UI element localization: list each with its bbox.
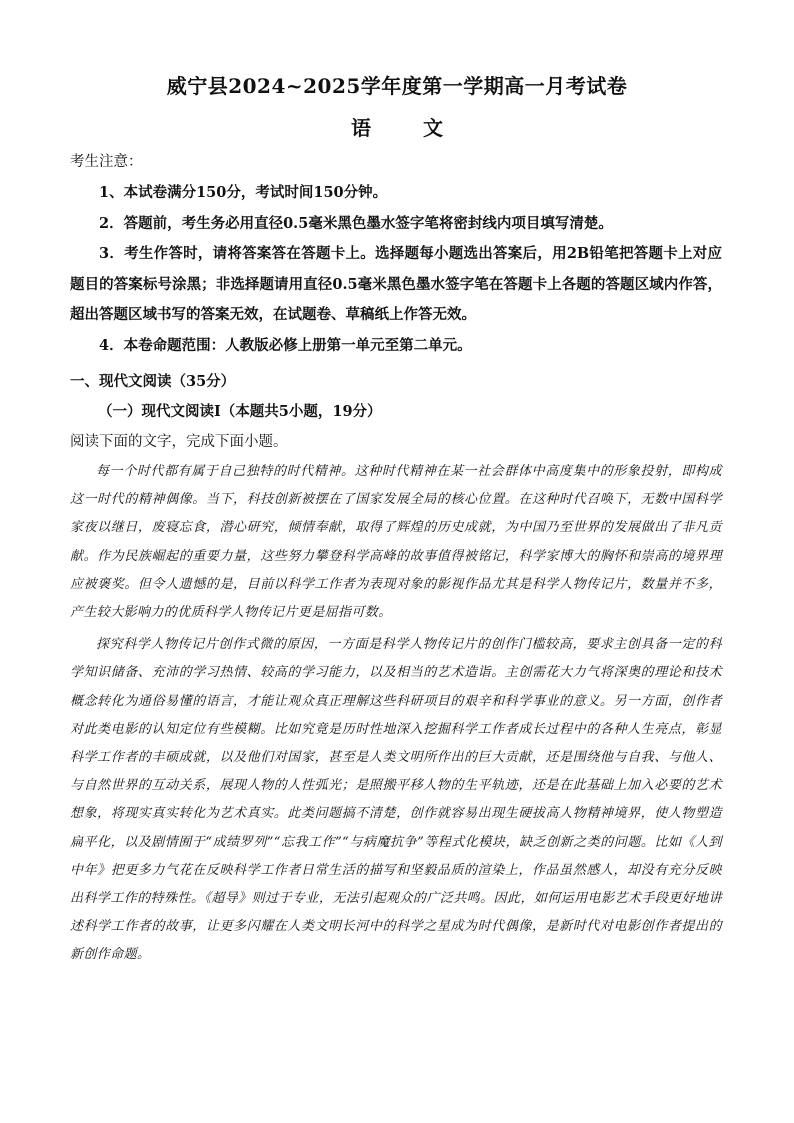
notice-item: 4．本卷命题范围：人教版必修上册第一单元至第二单元。 — [99, 336, 472, 354]
subject-char-2: 文 — [423, 116, 443, 140]
notice-list — [70, 178, 722, 361]
notice-item: 3．考生作答时，请将答案答在答题卡上。选择题每小题选出答案后，用2B铅笔把答题卡上对应题目的答案标号涂黑；非选择题请用直径0.5毫米黑色墨水签字笔在答题卡上各题的答题区域内作答，超出答题区域书写的答案无效，在试题卷、草稿纸上作答无效。 — [70, 245, 722, 323]
exam-title: 威宁县2024~2025学年度第一学期高一月考试卷 — [166, 74, 628, 98]
section-heading: 一、现代文阅读（35分） — [70, 373, 236, 390]
reading-passage — [70, 458, 722, 970]
reading-instruction: 阅读下面的文字，完成下面小题。 — [70, 434, 288, 450]
passage-paragraph: 每一个时代都有属于自己独特的时代精神。这种时代精神在某一社会群体中高度集中的形象投射，即构成这一时代的精神偶像。当下，科技创新被摆在了国家发展全局的核心位置。在这种时代召唤下，无数中国科学家夜以继日，废寝忘食，潜心研究，倾情奉献，取得了辉煌的历史成就，为中国乃至世界的发展做出了非凡贡献。作为民族崛起的重要力量，这些努力攀登科学高峰的故事值得被铭记，科学家博大的胸怀和崇高的境界理应被褒奖。但令人遗憾的是，目前以科学工作者为表现对象的影视作品尤其是科学人物传记片，数量并不多，产生较大影响力的优质科学人物传记片更是屈指可数。 — [70, 464, 722, 621]
subject-char-1: 语 — [351, 116, 371, 140]
notice-item: 2．答题前，考生务必用直径0.5毫米黑色墨水签字笔将密封线内项目填写清楚。 — [99, 214, 613, 232]
notice-heading: 考生注意： — [70, 154, 143, 170]
subject-title — [0, 112, 794, 141]
subsection-heading: （一）现代文阅读Ⅰ（本题共5小题，19分） — [98, 403, 382, 420]
notice-item: 1、本试卷满分150分，考试时间150分钟。 — [99, 184, 388, 201]
passage-paragraph: 探究科学人物传记片创作式微的原因，一方面是科学人物传记片的创作门槛较高，要求主创具备一定的科学知识储备、充沛的学习热情、较高的学习能力，以及相当的艺术造诣。主创需花大力气将深奥的理论和技术概念转化为通俗易懂的语言，才能让观众真正理解这些科研项目的艰辛和科学事业的意义。另一方面，创作者对此类电影的认知定位有些模糊。比如究竟是历时性地深入挖掘科学工作者成长过程中的各种人生亮点，彰显科学工作者的丰硕成就，以及他们对国家，甚至是人类文明所作出的巨大贡献，还是围绕他与自我、与他人、与自然世界的互动关系，展现人物的人性弧光；是照搬平移人物的生平轨迹，还是在此基础上加入必要的艺术想象，将现实真实转化为艺术真实。此类问题搞不清楚，创作就容易出现生硬拔高人物精神境界，使人物塑造扁平化，以及剧情囿于“成绩罗列”“忘我工作”“与病魔抗争”等程式化模块，缺乏创新之类的问题。比如《人到中年》把更多力气花在反映科学工作者日常生活的描写和坚毅品质的渲染上，作品虽然感人，却没有充分反映出科学工作的特殊性。《超导》则过于专业，无法引起观众的广泛共鸣。因此，如何运用电影艺术手段更好地讲述科学工作者的故事，让更多闪耀在人类文明长河中的科学之星成为时代偶像，是新时代对电影创作者提出的新创作命题。 — [70, 637, 722, 963]
